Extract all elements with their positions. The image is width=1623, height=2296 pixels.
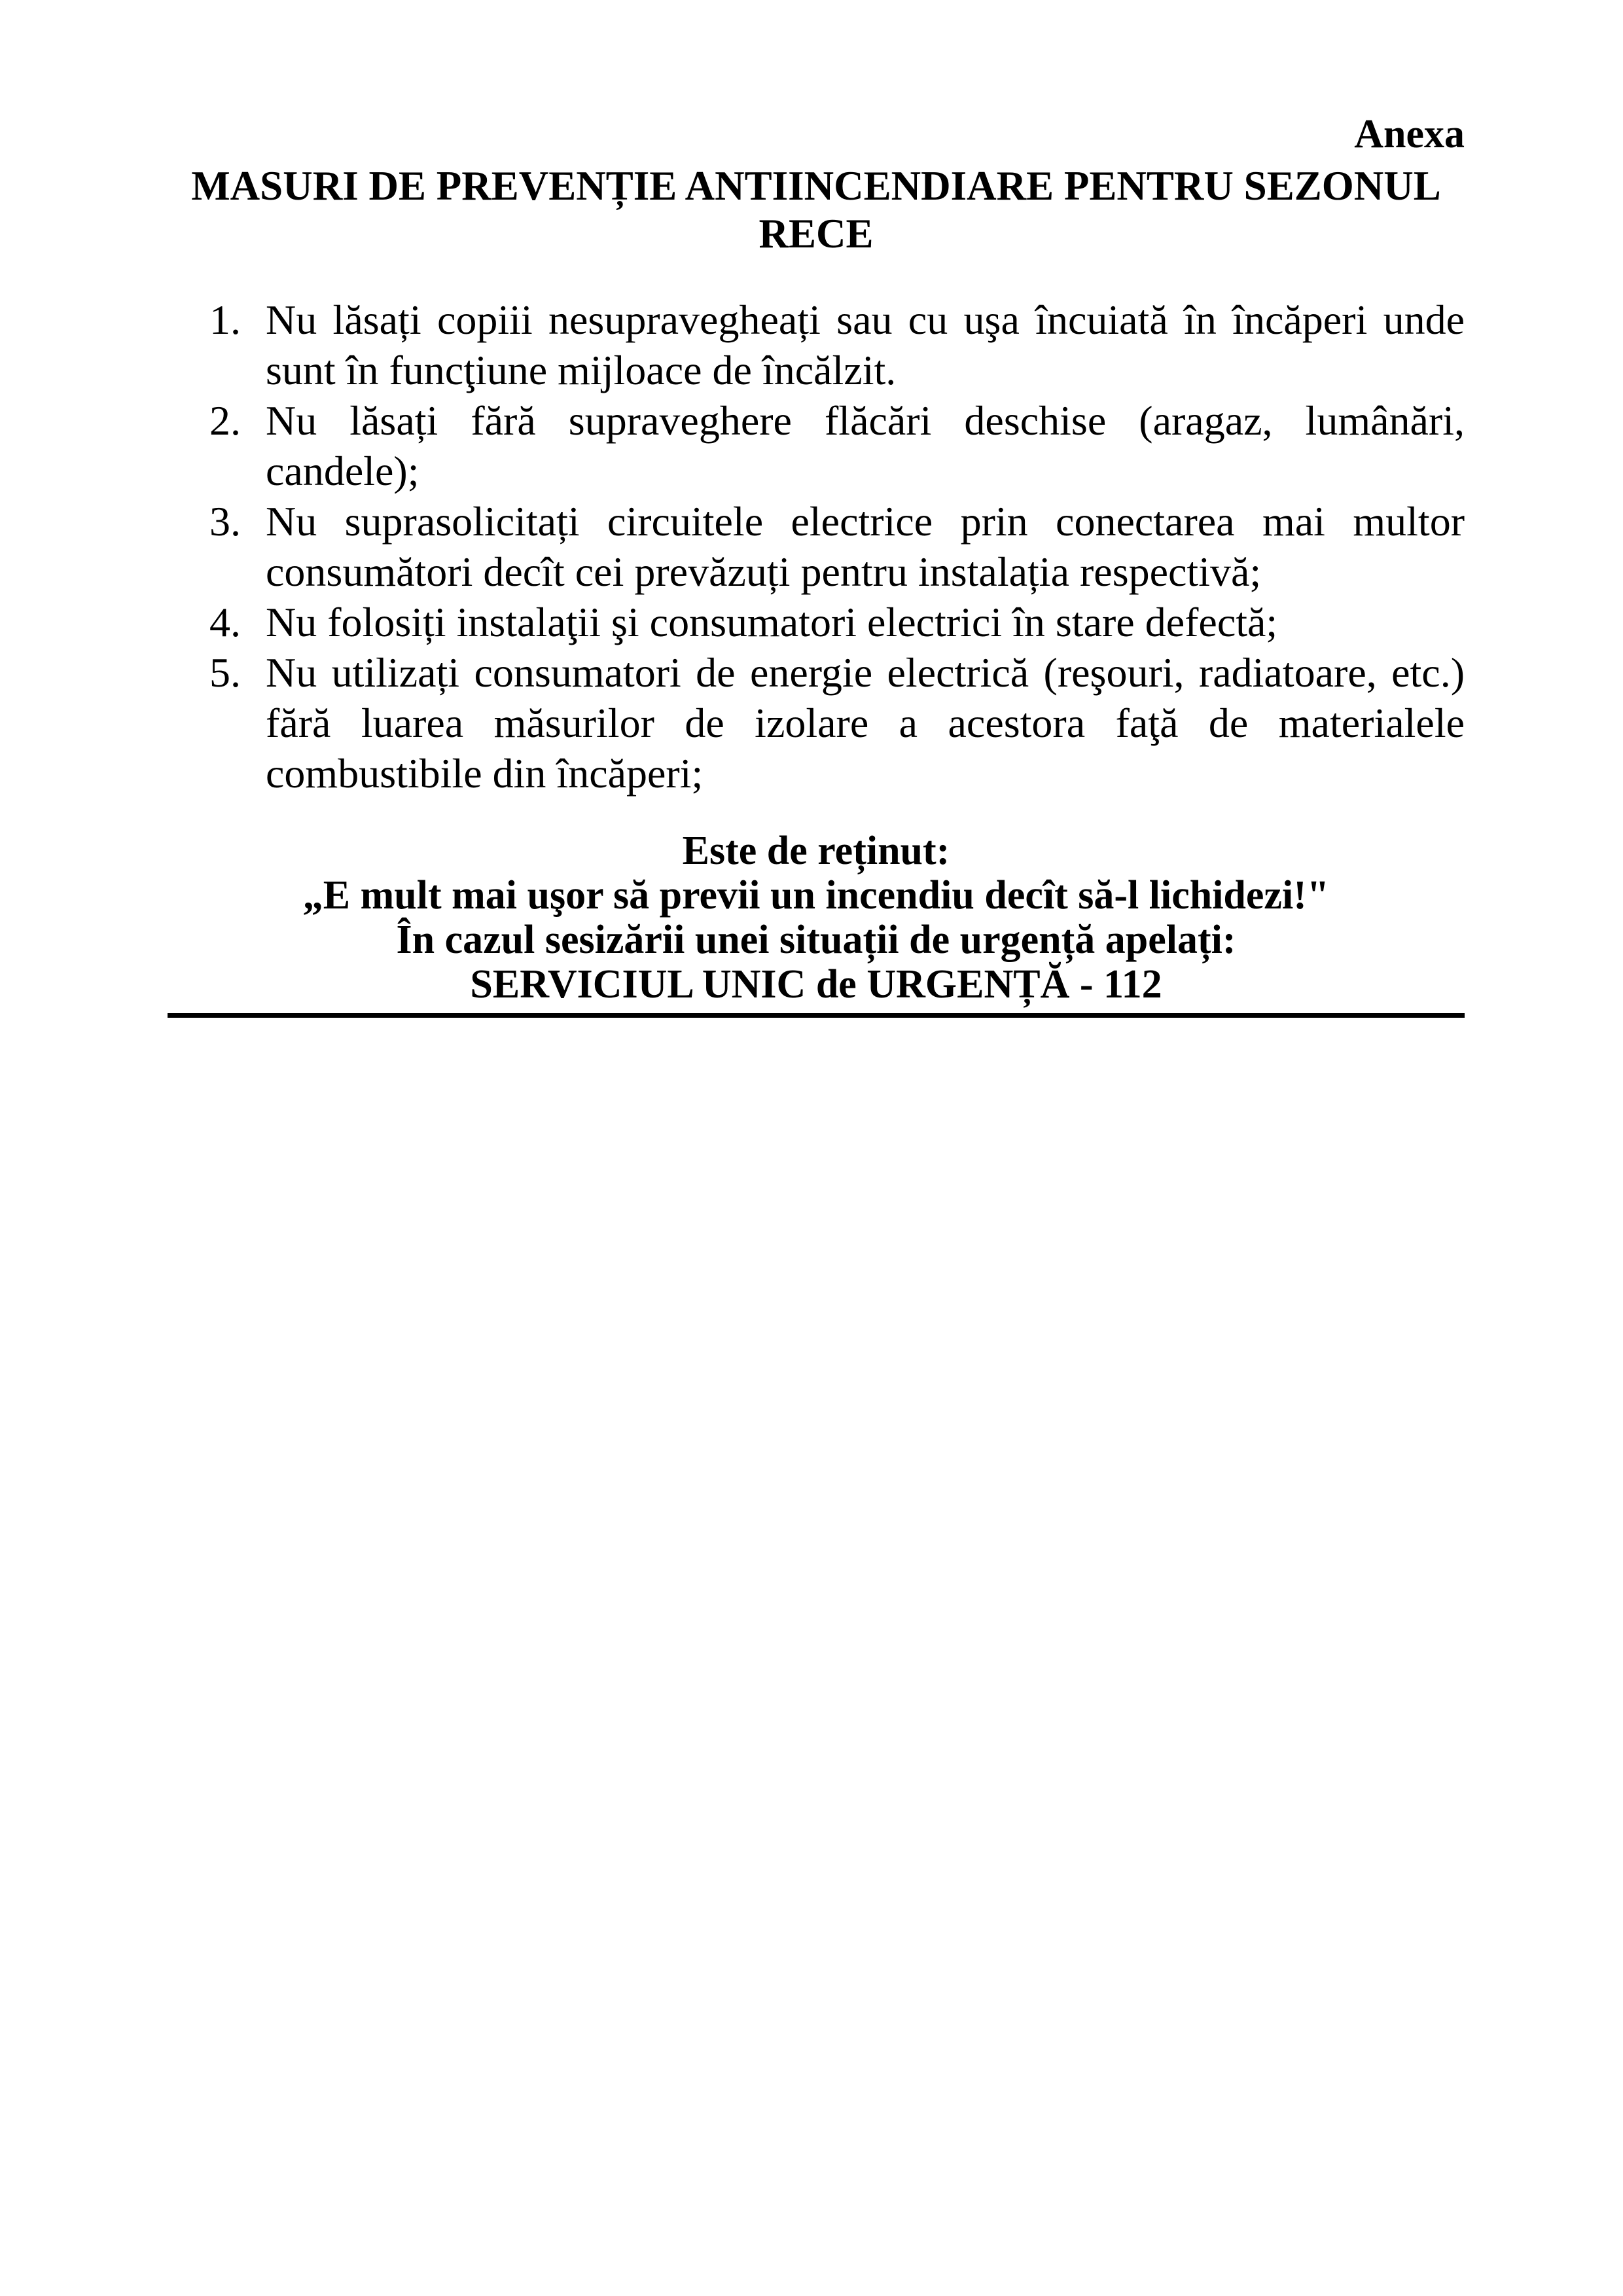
note-instruction: În cazul sesizării unei situații de urgență apelați: (396, 918, 1236, 962)
list-item-number: 4. (209, 599, 241, 645)
list-item-text: Nu lăsați copiii nesupravegheați sau cu uşa încuiată în încăperi unde sunt în funcţiune mijloace de încălzit. (266, 296, 1465, 393)
emergency-service-line: SERVICIUL UNIC de URGENȚĂ - 112 (470, 962, 1162, 1007)
list-item-number: 3. (209, 498, 241, 545)
page-title: MASURI DE PREVENȚIE ANTIINCENDIARE PENTRU SEZONUL RECE (191, 163, 1441, 257)
list-item-number: 5. (209, 649, 241, 696)
list-item-number: 1. (209, 296, 241, 343)
measures-list (168, 295, 1465, 798)
list-item (168, 295, 1465, 395)
list-item (168, 496, 1465, 597)
list-item-text: Nu suprasolicitați circuitele electrice prin conectarea mai multor consumători decît cei prevăzuți pentru instalația respectivă; (266, 498, 1465, 595)
list-item (168, 395, 1465, 496)
annex-label: Anexa (1354, 112, 1465, 156)
list-item (168, 597, 1465, 647)
list-item-text: Nu lăsați fără supraveghere flăcări deschise (aragaz, lumânări, candele); (266, 397, 1465, 494)
list-item-number: 2. (209, 397, 241, 444)
list-item-text: Nu utilizați consumatori de energie electrică (reşouri, radiatoare, etc.) fără luarea măsurilor de izolare a acestora faţă de materialele combustibile din încăperi; (266, 649, 1465, 797)
note-quote: „E mult mai uşor să previi un incendiu decît să-l lichidezi!" (302, 873, 1330, 918)
list-item (168, 647, 1465, 798)
note-heading: Este de reținut: (682, 829, 950, 873)
note-block (168, 829, 1465, 1018)
list-item-text: Nu folosiți instalaţii şi consumatori electrici în stare defectă; (266, 599, 1278, 645)
